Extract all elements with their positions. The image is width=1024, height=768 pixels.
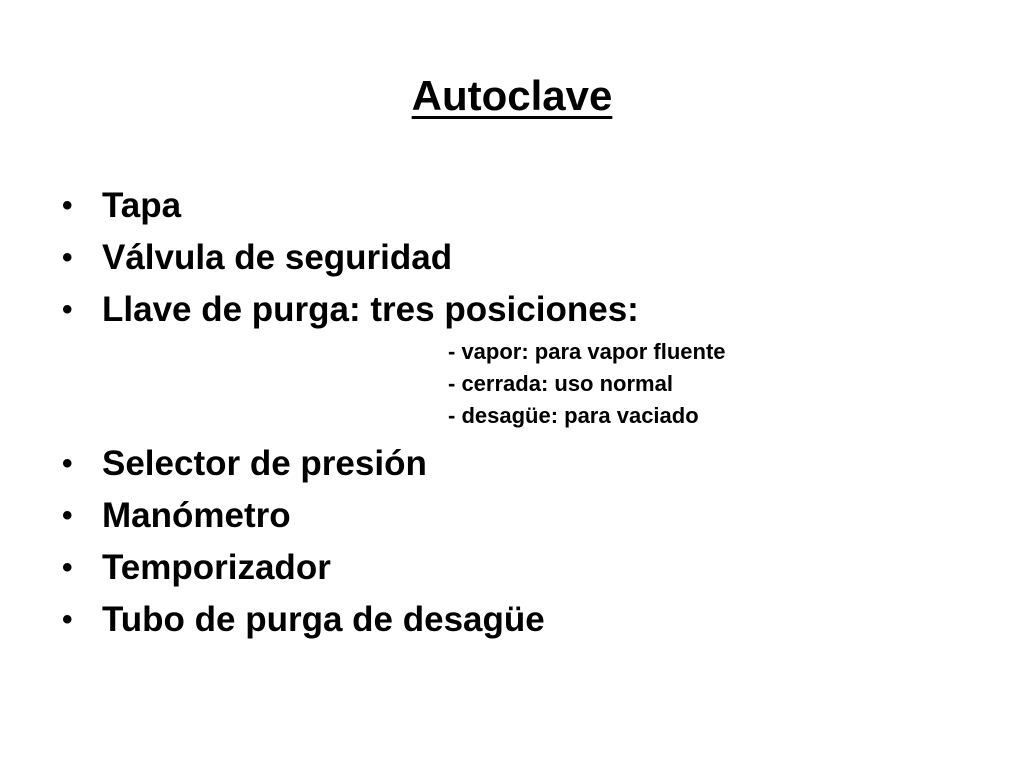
- bullet-item-label: Selector de presión: [102, 444, 427, 483]
- slide-title-text: Autoclave: [411, 72, 613, 119]
- slide-title: [0, 70, 1024, 122]
- bullet-dot-icon: •: [62, 603, 73, 636]
- bullet-dot-icon: •: [62, 293, 73, 326]
- bullet-item-label: Válvula de seguridad: [102, 238, 453, 277]
- bullet-item-temporizador: [62, 542, 726, 594]
- sub-item-vapor: - vapor: para vapor fluente: [448, 339, 726, 364]
- bullet-dot-icon: •: [62, 499, 73, 532]
- bullet-item-label: Tubo de purga de desagüe: [102, 600, 545, 639]
- bullet-item-label: Llave de purga: tres posiciones:: [102, 290, 639, 329]
- bullet-item-tapa: [62, 180, 726, 232]
- bullet-item-label: Temporizador: [102, 548, 331, 587]
- bullet-item-valvula: [62, 232, 726, 284]
- sub-list: [448, 336, 726, 438]
- bullet-item-tubo-de-purga: [62, 594, 726, 646]
- bullet-dot-icon: •: [62, 189, 73, 222]
- bullet-dot-icon: •: [62, 551, 73, 584]
- bullet-item-manometro: [62, 490, 726, 542]
- bullet-item-label: Tapa: [102, 186, 182, 225]
- bullet-list: [62, 180, 726, 646]
- purge-positions: [62, 336, 726, 438]
- bullet-dot-icon: •: [62, 241, 73, 274]
- bullet-dot-icon: •: [62, 447, 73, 480]
- sub-item-cerrada: - cerrada: uso normal: [448, 371, 673, 396]
- sub-item-desague: - desagüe: para vaciado: [448, 403, 699, 428]
- bullet-item-selector: [62, 438, 726, 490]
- bullet-item-label: Manómetro: [102, 496, 291, 535]
- bullet-item-llave-de-purga: [62, 284, 726, 336]
